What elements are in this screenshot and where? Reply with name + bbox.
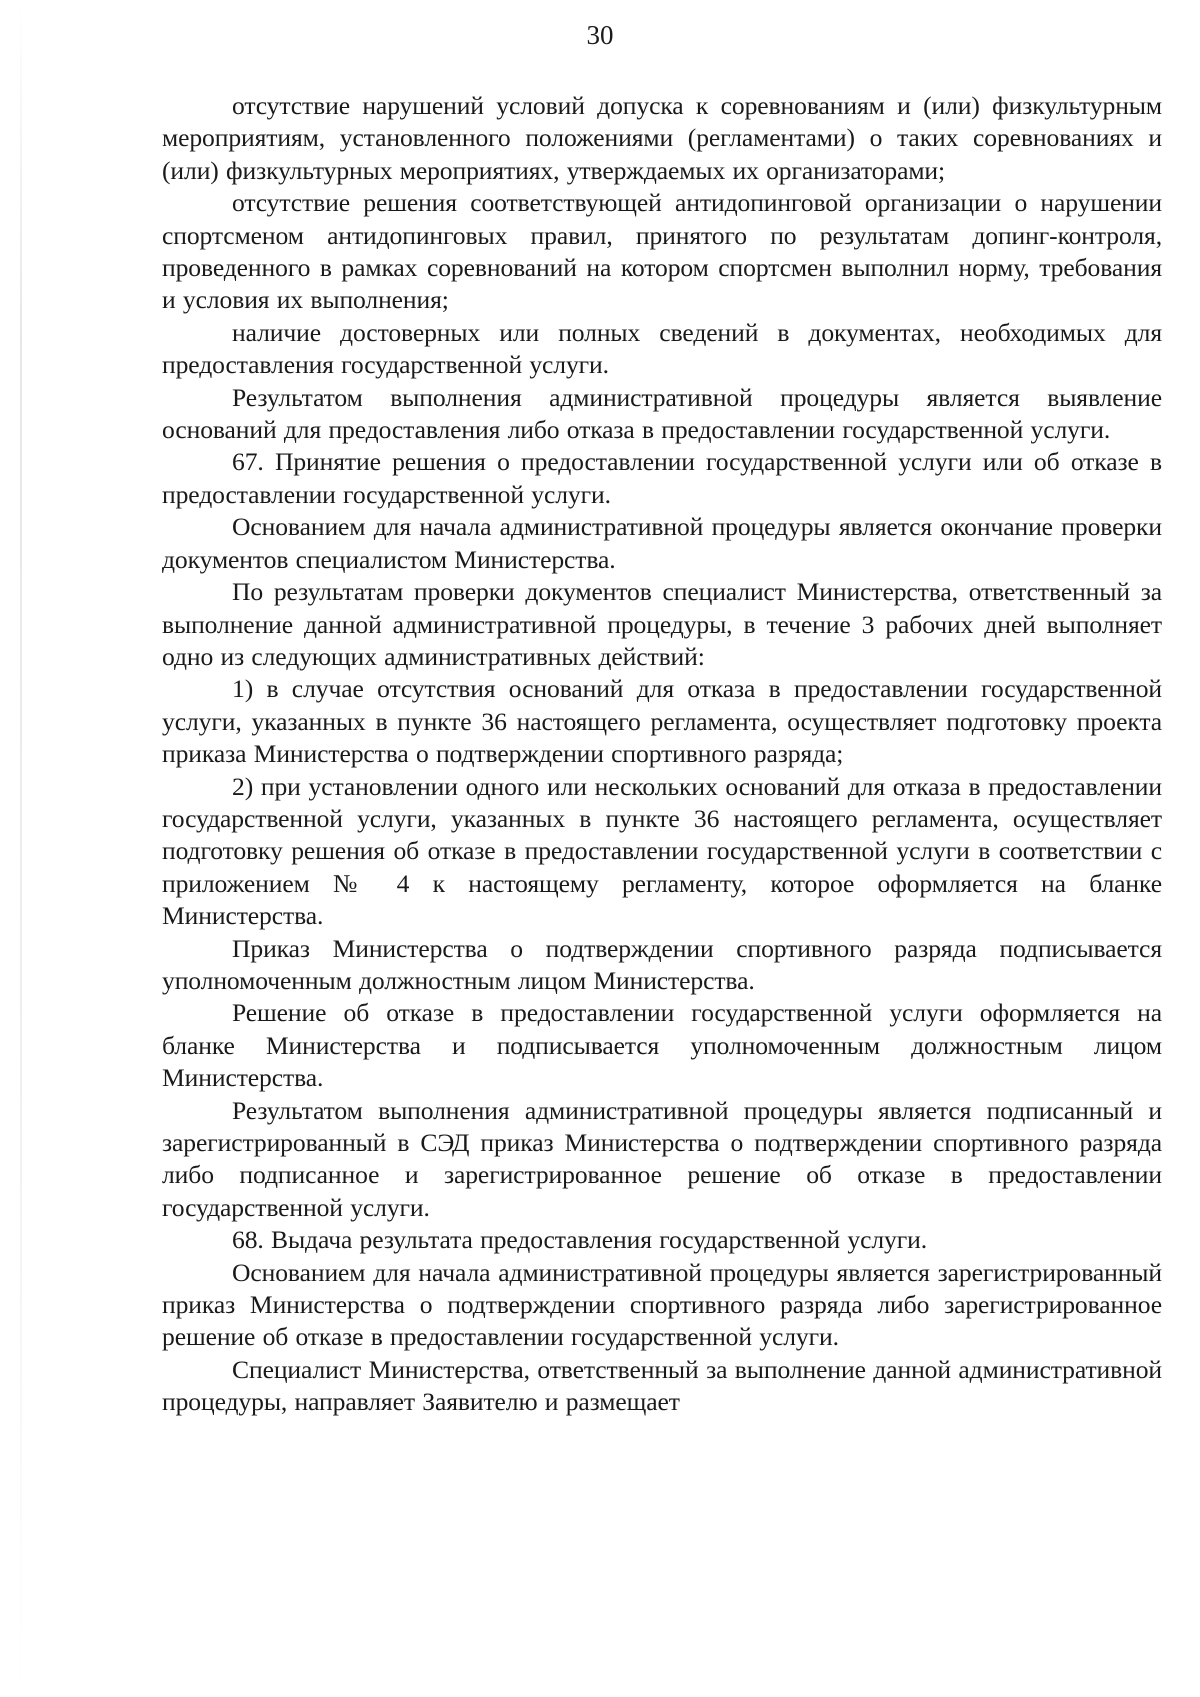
paragraph-refusal-decision: Решение об отказе в предоставлении государственной услуги оформляется на бланке Министерства и подписывается уполномоченным должностным лицом Министерства. [162, 998, 1162, 1093]
paragraph-subitem-1: 1) в случае отсутствия оснований для отказа в предоставлении государственной услуги, указанных в пункте 36 настоящего регламента, осуществляет подготовку проекта приказа Министерства о подтверждении спортивного разряда; [162, 674, 1162, 769]
document-body [162, 90, 1162, 1419]
scan-edge-shadow [20, 0, 22, 1697]
paragraph-no-competition-violations: отсутствие нарушений условий допуска к соревнованиям и (или) физкультурным мероприятиям, установленного положениями (регламентами) о таких соревнованиях и (или) физкультурных мероприятиях, утверждаемых их организаторами; [162, 91, 1162, 185]
paragraph-order-signing: Приказ Министерства о подтверждении спортивного разряда подписывается уполномоченным должностным лицом Министерства. [162, 933, 1162, 995]
paragraph-procedure-result: Результатом выполнения административной процедуры является подписанный и зарегистрированный в СЭД приказ Министерства о подтверждении спортивного разряда либо подписанное и зарегистрированное решение об отказе в предоставлении государственной услуги. [162, 1095, 1162, 1222]
paragraph-check-results: По результатам проверки документов специалист Министерства, ответственный за выполнение данной административной процедуры, в течение 3 рабочих дней выполняет одно из следующих административных действий: [162, 577, 1162, 671]
paragraph-subitem-2: 2) при установлении одного или нескольких оснований для отказа в предоставлении государственной услуги, указанных в пункте 36 настоящего регламента, осуществляет подготовку решения об отказе в предоставлении государственной услуги в соответствии с приложением № 4 к настоящему регламенту, которое оформляется на бланке Министерства. [162, 771, 1162, 931]
paragraph-basis-start: Основанием для начала административной процедуры является окончание проверки документов специалистом Министерства. [162, 512, 1162, 574]
paragraph-item-67: 67. Принятие решения о предоставлении государственной услуги или об отказе в предоставлении государственной услуги. [162, 447, 1162, 509]
paragraph-result-identification: Результатом выполнения административной процедуры является выявление оснований для предоставления либо отказа в предоставлении государственной услуги. [162, 382, 1162, 445]
paragraph-no-antidoping-decision: отсутствие решения соответствующей антидопинговой организации о нарушении спортсменом антидопинговых правил, принятого по результатам допинг-контроля, проведенного в рамках соревнований на котором спортсмен выполнил норму, требования и условия их выполнения; [162, 188, 1162, 315]
paragraph-reliable-information: наличие достоверных или полных сведений в документах, необходимых для предоставления государственной услуги. [162, 317, 1162, 380]
paragraph-item-68: 68. Выдача результата предоставления государственной услуги. [232, 1225, 928, 1255]
paragraph-basis-issuance: Основанием для начала административной процедуры является зарегистрированный приказ Министерства о подтверждении спортивного разряда либо зарегистрированное решение об отказе в предоставлении государственной услуги. [162, 1257, 1162, 1352]
page-number: 30 [586, 20, 614, 50]
paragraph-specialist-sends: Специалист Министерства, ответственный за выполнение данной административной процедуры, направляет Заявителю и размещает [162, 1354, 1162, 1417]
